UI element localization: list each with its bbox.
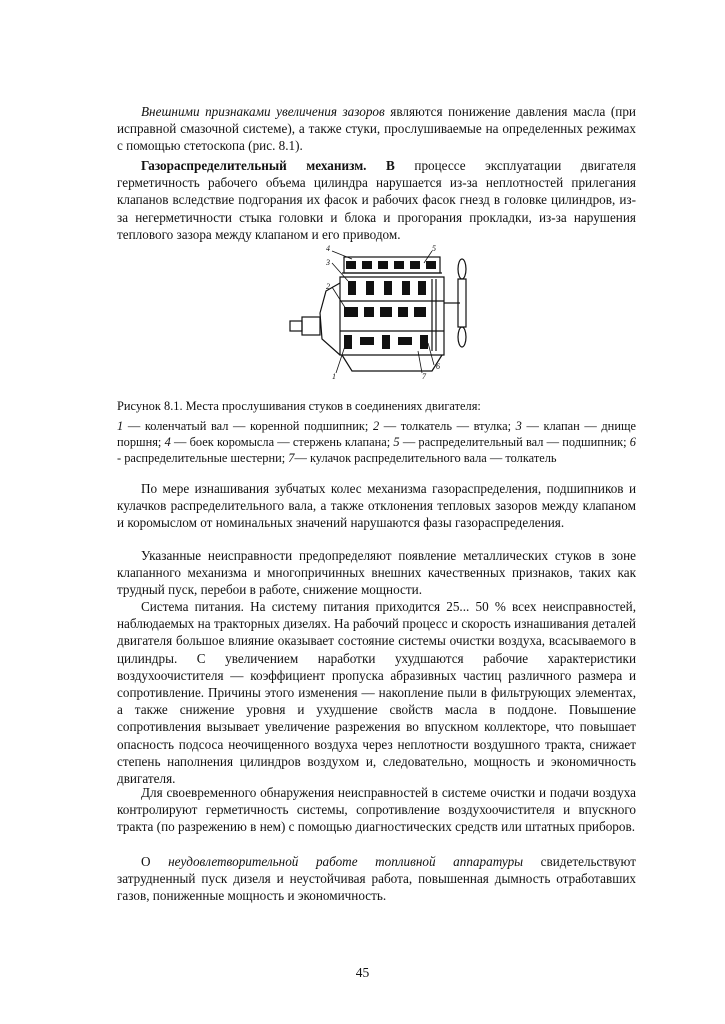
page-number: 45 [355, 965, 370, 980]
legend-text: — толкатель — втулка; [379, 419, 516, 433]
paragraph-text: процессе эксплуатации двигателя герметичность рабочего объема цилиндра нарушается из-за неплотностей прилегания клапанов вследствие подгорания их фасок и рабочих фасок гнезд в головке цилиндров, из-за негерметичности стыка головки и блока и прогорания прокладки, из-за нарушения теплового зазора между клапаном и его приводом. [117, 158, 636, 242]
legend-number: 1 [117, 419, 124, 433]
legend-number: 5 [393, 435, 400, 449]
paragraph-fuel-system: Система питания. На систему питания приходится 25... 50 % всех неисправностей, наблюдаемых на тракторных дизелях. На рабочий процесс и скорость изнашивания деталей двигателя большое влияние оказывает состояние системы очистки воздуха, всасываемого в цилиндры. С увеличением наработки ухудшаются рабочие характеристики воздухоочистителя — коэффициент пропуска абразивных частиц различного размера и сопротивление. Причины этого изменения — накопление пыли в фильтрующих элементах, а также снижение уровня и ухудшение свойств масла в поддоне. Повышение сопротивления вызывает увеличение разрежения во впускном коллекторе, что повышает опасность подсоса неочищенного воздуха через неплотности воздушного тракта, снижает степень наполнения цилиндров воздухом и, следовательно, мощность и экономичность двигателя. [117, 599, 636, 787]
italic-phrase: неудовлетворительной работе топливной аппаратуры [168, 854, 524, 869]
paragraph-faults: Указанные неисправности предопределяют появление металлических стуков в зоне клапанного механизма и многопричинных внешних качественных признаков, таких как трудный пуск, перебои в работе, снижение мощности. [117, 548, 636, 598]
legend-text: — кулачок распределительного вала — толкатель [294, 451, 557, 465]
italic-lead: Внешними признаками увеличения зазоров [141, 104, 385, 119]
legend-text: — коленчатый вал — коренной подшипник; [123, 419, 373, 433]
legend-number: 2 [372, 419, 380, 433]
legend-text: — клапан — днище поршня; [117, 419, 636, 449]
legend-number: 3 [515, 419, 522, 433]
callout-6: 6 [436, 362, 440, 371]
paragraph-text: являются понижение давления масла (при исправной смазочной системе), а также стуки, прослушиваемые на определенных режимах с помощью стетоскопа (рис. 8.1). [117, 104, 636, 154]
legend-text: — распределительный вал — подшипник; [399, 435, 630, 449]
paragraph-text: О [141, 854, 169, 869]
paragraph-fuel-equipment [117, 853, 636, 905]
callout-5: 5 [432, 244, 436, 253]
callout-1: 1 [332, 372, 336, 381]
legend-number: 7 [288, 451, 295, 465]
callout-4: 4 [326, 244, 330, 253]
legend-text: — боек коромысла — стержень клапана; [170, 435, 394, 449]
paragraph-gear-wear: По мере изнашивания зубчатых колес механизма газораспределения, подшипников и кулачков распределительного вала, а также отклонения тепловых зазоров между клапаном и коромыслом от номинальных значений нарушаются фазы газораспределения. [117, 481, 636, 531]
paragraph-air-check: Для своевременного обнаружения неисправностей в системе очистки и подачи воздуха контролируют герметичность системы, сопротивление воздухоочистителя и впускного тракта (по разрежению в нем) с помощью диагностических средств или штатных приборов. [117, 785, 636, 835]
engine-diagram [282, 243, 478, 381]
paragraph-valve-mechanism [117, 157, 636, 243]
figure-legend [117, 418, 636, 466]
callout-7: 7 [422, 372, 426, 381]
paragraph-gaps [117, 103, 636, 155]
callout-2: 2 [326, 282, 330, 291]
legend-text: - распределительные шестерни; [117, 451, 289, 465]
bold-heading: Газораспределительный механизм. В [141, 158, 395, 173]
legend-number: 4 [164, 435, 171, 449]
paragraph-text: свидетельствуют затрудненный пуск дизеля и неустойчивая работа, повышенная дымность отработавших газов, пониженные мощность и экономичность. [117, 854, 636, 904]
legend-number: 6 [629, 435, 636, 449]
callout-3: 3 [326, 258, 330, 267]
figure-caption: Рисунок 8.1. Места прослушивания стуков в соединениях двигателя: [117, 399, 481, 413]
